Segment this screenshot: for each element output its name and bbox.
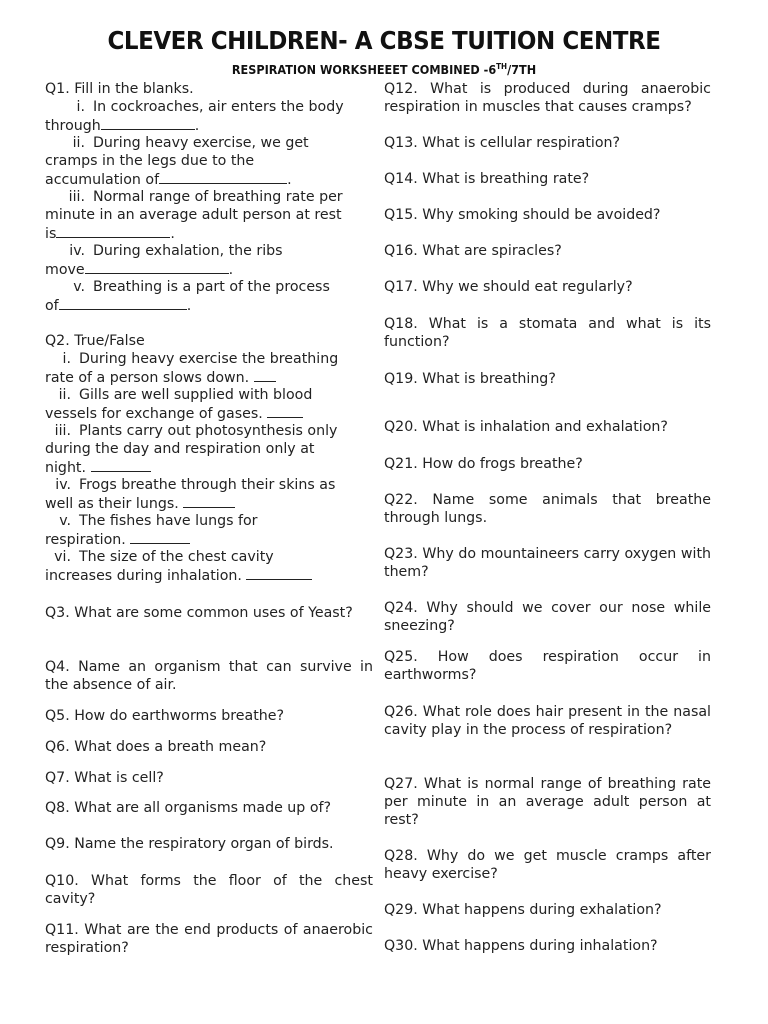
q1-item-4 bbox=[45, 242, 373, 279]
question-q15: Q15. Why smoking should be avoided? bbox=[384, 207, 661, 223]
question-q12: Q12. What is produced during anaerobic respiration in muscles that causes cramps? bbox=[384, 81, 711, 116]
answer-blank[interactable] bbox=[159, 170, 287, 184]
item-text-cont: during the day and respiration only at bbox=[45, 441, 315, 458]
question-q28: Q28. Why do we get muscle cramps after heavy exercise? bbox=[384, 848, 711, 883]
item-text: During exhalation, the ribs bbox=[93, 243, 283, 259]
q1-item-5 bbox=[45, 278, 373, 315]
item-number: iv. bbox=[55, 477, 71, 493]
item-end: . bbox=[228, 262, 234, 279]
question-q10: Q10. What forms the floor of the chest cavity? bbox=[45, 873, 373, 908]
item-text-cont: well as their lungs. bbox=[45, 496, 179, 513]
question-q7: Q7. What is cell? bbox=[45, 770, 164, 786]
question-q4: Q4. Name an organism that can survive in the absence of air. bbox=[45, 659, 373, 694]
worksheet-title: CLEVER CHILDREN- A CBSE TUITION CENTRE bbox=[107, 26, 661, 55]
item-text: Breathing is a part of the process bbox=[93, 279, 330, 295]
item-text-cont: rate of a person slows down. bbox=[45, 370, 250, 387]
answer-blank[interactable] bbox=[183, 494, 235, 508]
item-end: . bbox=[194, 118, 200, 135]
item-text-cont: of bbox=[45, 298, 59, 315]
item-number: iii. bbox=[54, 423, 71, 439]
question-q29: Q29. What happens during exhalation? bbox=[384, 902, 662, 918]
item-text-cont2: accumulation of bbox=[45, 172, 160, 189]
answer-blank[interactable] bbox=[56, 224, 170, 238]
q1-item-3 bbox=[45, 188, 373, 243]
q2-item-4 bbox=[45, 476, 373, 513]
item-text: Frogs breathe through their skins as bbox=[79, 477, 336, 493]
item-number: ii. bbox=[72, 135, 85, 151]
question-q3: Q3. What are some common uses of Yeast? bbox=[45, 605, 353, 621]
item-end: . bbox=[186, 298, 192, 315]
question-q13: Q13. What is cellular respiration? bbox=[384, 135, 621, 151]
item-number: v. bbox=[59, 513, 71, 529]
item-text: Gills are well supplied with blood bbox=[79, 387, 313, 403]
question-q16: Q16. What are spiracles? bbox=[384, 243, 562, 259]
item-text: Normal range of breathing rate per bbox=[93, 189, 343, 205]
question-q9: Q9. Name the respiratory organ of birds. bbox=[45, 836, 334, 852]
q1-item-1 bbox=[45, 98, 373, 135]
item-end: . bbox=[170, 226, 175, 243]
worksheet-subtitle bbox=[38, 62, 729, 77]
question-q26: Q26. What role does hair present in the nasal cavity play in the process of respiration? bbox=[384, 704, 711, 739]
item-text-cont: increases during inhalation. bbox=[45, 568, 242, 585]
item-text-cont: respiration. bbox=[45, 532, 126, 549]
item-number: ii. bbox=[58, 387, 71, 403]
item-number: i. bbox=[62, 351, 71, 367]
item-number: vi. bbox=[54, 549, 71, 565]
question-q22: Q22. Name some animals that breathe through lungs. bbox=[384, 492, 711, 527]
q2-item-1 bbox=[45, 350, 373, 387]
question-q6: Q6. What does a breath mean? bbox=[45, 739, 267, 755]
item-number: v. bbox=[73, 279, 85, 295]
answer-blank[interactable] bbox=[267, 404, 303, 418]
answer-blank[interactable] bbox=[59, 296, 187, 310]
answer-blank[interactable] bbox=[85, 260, 229, 274]
question-q5: Q5. How do earthworms breathe? bbox=[45, 708, 285, 724]
q2-item-2 bbox=[45, 386, 373, 423]
item-number: iii. bbox=[68, 189, 85, 205]
question-q25: Q25. How does respiration occur in earthworms? bbox=[384, 649, 711, 684]
item-number: i. bbox=[76, 99, 85, 115]
question-q14: Q14. What is breathing rate? bbox=[384, 171, 590, 187]
question-q20: Q20. What is inhalation and exhalation? bbox=[384, 419, 668, 435]
answer-blank[interactable] bbox=[91, 458, 151, 472]
item-text-cont: vessels for exchange of gases. bbox=[45, 406, 263, 423]
subtitle-superscript: TH bbox=[496, 62, 508, 71]
subtitle-text: RESPIRATION WORKSHEEET COMBINED -6 bbox=[231, 62, 497, 77]
question-q18: Q18. What is a stomata and what is its function? bbox=[384, 316, 711, 351]
answer-blank[interactable] bbox=[130, 530, 190, 544]
item-text: The size of the chest cavity bbox=[79, 549, 274, 565]
item-text-cont: minute in an average adult person at rest bbox=[45, 207, 342, 224]
answer-blank[interactable] bbox=[254, 368, 276, 382]
question-q30: Q30. What happens during inhalation? bbox=[384, 938, 658, 954]
item-text: During heavy exercise, we get bbox=[93, 135, 309, 151]
item-text-cont: through bbox=[45, 118, 101, 135]
q2-item-6 bbox=[45, 548, 373, 585]
answer-blank[interactable] bbox=[246, 566, 312, 580]
q1-item-2 bbox=[45, 134, 373, 189]
item-text: Plants carry out photosynthesis only bbox=[79, 423, 338, 439]
item-text: In cockroaches, air enters the body bbox=[93, 99, 344, 115]
item-text-cont: move bbox=[45, 262, 85, 279]
q2-item-3 bbox=[45, 422, 373, 477]
question-q21: Q21. How do frogs breathe? bbox=[384, 456, 583, 472]
item-text: The fishes have lungs for bbox=[79, 513, 258, 529]
question-q27: Q27. What is normal range of breathing rate per minute in an average adult person at rest? bbox=[384, 776, 711, 829]
question-q8: Q8. What are all organisms made up of? bbox=[45, 800, 332, 816]
question-q11: Q11. What are the end products of anaerobic respiration? bbox=[45, 922, 373, 957]
question-q17: Q17. Why we should eat regularly? bbox=[384, 279, 633, 295]
item-number: iv. bbox=[69, 243, 85, 259]
q2-heading: Q2. True/False bbox=[45, 333, 145, 349]
question-q24: Q24. Why should we cover our nose while sneezing? bbox=[384, 600, 711, 635]
question-q19: Q19. What is breathing? bbox=[384, 371, 556, 387]
q2-item-5 bbox=[45, 512, 373, 549]
item-text-cont2: night. bbox=[45, 460, 87, 477]
item-text: During heavy exercise the breathing bbox=[79, 351, 339, 367]
answer-blank[interactable] bbox=[101, 116, 195, 130]
question-q23: Q23. Why do mountaineers carry oxygen with them? bbox=[384, 546, 711, 581]
q1-heading: Q1. Fill in the blanks. bbox=[45, 81, 194, 97]
item-text-cont2: is bbox=[45, 226, 57, 243]
item-end: . bbox=[287, 172, 292, 189]
subtitle-suffix: /7TH bbox=[507, 62, 537, 77]
item-text-cont: cramps in the legs due to the bbox=[45, 153, 255, 170]
